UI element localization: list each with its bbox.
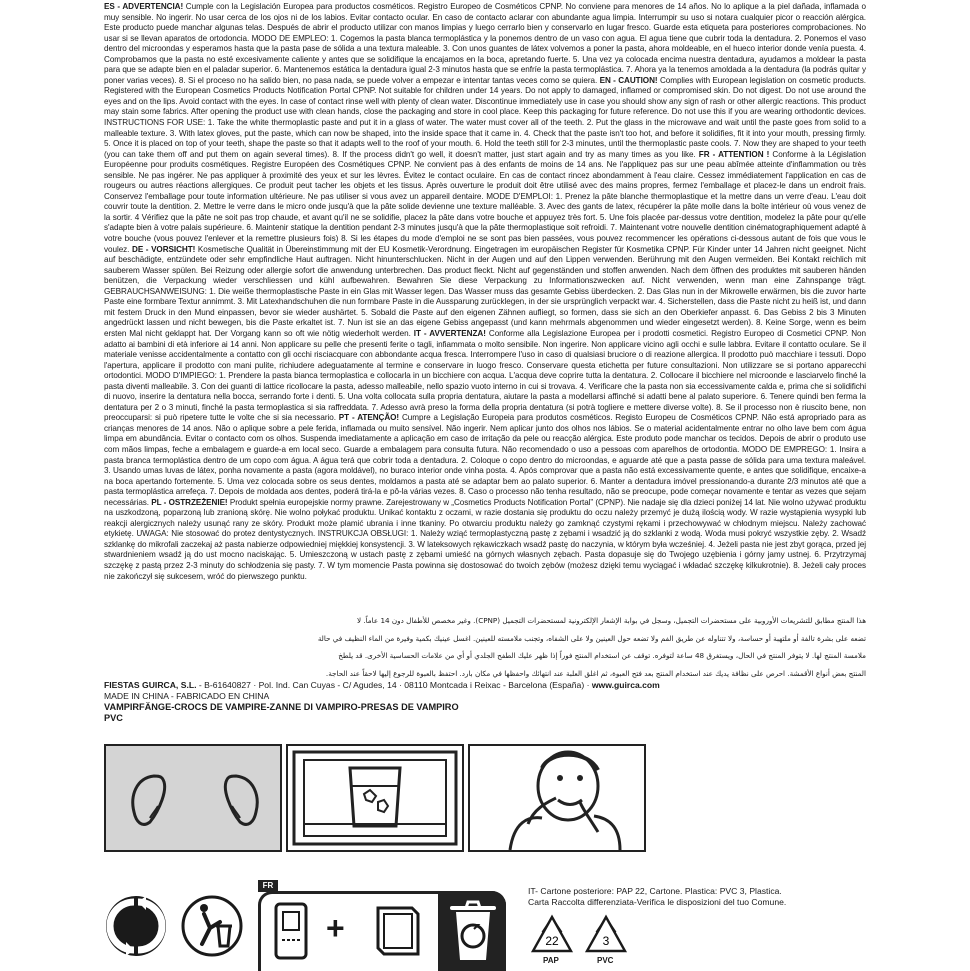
company-info — [104, 680, 866, 702]
section-es-text: Cumple con la Legislación Europea para productos cosméticos. Registro Europeo de Cosméticos CPNP. No conviene para menores de 14 años. No lo aplique a la piel dañada, inflamada o muy sensible. No ingerir. No usar cerca de los ojos ni de los labios. Evitar contacto ocular. En caso de contacto aclarar con abundante agua limpia. Interrumpir su uso si notara cualquier picor o reacción alérgica. Este producto puede manchar algunas telas. Después de abrir el producto utilizar con manos limpias y luego cerrarlo bien y conservarlo en lugar fresco. Guarde esta etiqueta para posteriores comprobaciones. No usar si se llevan aparatos de ortodoncia. MODO DE EMPLEO: 1. Cogemos la pasta blanca termoplástica y la ponemos dentro de un vaso con agua. El agua tiene que cubrir toda la dentadura. 2. Ponemos el vaso dentro del microondas y esperamos hasta que la pasta pase de sólida a una textura maleable. 3. Con unos guantes de látex volvemos a poner la pasta, ahora moldeable, en el hueco interior donde venía puesta. 4. Comprobamos que la pasta no esté excesivamente caliente y antes que se solidifique la encajamos en la boca, apretando fuerte. 5. Una vez ya colocada encima nuestra dentadura, ayudamos a moldear la pasta para que se adapte bien en el paladar superior. 6. Mantenemos estática la dentadura igual 2-3 minutos hasta que se enfríe la pasta termoplástica. 7. Ahora ya la tenemos amoldada a la dentadura (la podrás quitar y poner varias veces). 8. Si el proceso no ha salido bien, no pasa nada, se puede volver a empezar e intentar tantas veces como se quiera. — [104, 2, 866, 85]
product-title: VAMPIRFÄNGE-CROCS DE VAMPIRE-ZANNE DI VAMPIRO-PRESAS DE VAMPIRO — [104, 702, 459, 712]
carton-sleeve-icon — [272, 900, 310, 962]
section-pl-text: Produkt spełnia europejskie normy prawne. Zarejestrowany w „Cosmetics Products Notification Portal” (CPNP). Nie nadaje się dla dzieci poniżej 14 lat. Nie wolno używać produktu na uszkodzoną, poparzoną lub zranioną skórę. Nie wolno połykać produktu. Unikać kontaktu z oczami, w razie dostania się produktu do oczu należy przemyć je dużą ilością wody. W razie wystąpienia wysypki lub reakcji alergicznych należy usunąć rany ze skóry. Produkt może plamić ubrania i inne tkaniny. Po otwarciu produktu należy go zamknąć czystymi rękami i przechowywać w chłodnym miejscu. Należy zachować etykietę. UWAGA: Nie stosować do protez dentystycznych. INSTRUKCJA OBSŁUGI: 1. Należy wziąć termoplastyczną pastę z zębami i wsadzić ją do szklanki z wodą. Woda musi pokryć wszystkie zęby. 2. Wsadź szklankę do mikrofali zaczekaj aż pasta nabierze odpowiedniej miękkiej konsystencji. 3. W lateksowych rękawiczkach wsadź pastę do naczynia, w którym była wcześniej. 4. Jeżeli pasta nie jest zbyt gorąca, przed jej stwardnieniem wsadź ją do ust mocno naciskając. 5. Umieszczoną w ustach pastę z zębami umieść na górnych własnych zębach. Pasta dopasuje się do Twojego uzębienia i górny jamy ustnej. 6. Przytrzymaj szczękę z pastą przez 2-3 minuty do schłodzenia się pasty. 7. W tym momencie Pasta powinna się dostosować do twoich zębów (możesz dzięki temu wyciągać i wkładać szczękę kilkukrotnie). 8. Jeżeli cały proces nie zakończył się sukcesem, wróć do pierwszego punktu. — [104, 497, 866, 581]
recycling-bin-icon — [446, 898, 500, 964]
recycling-line-1: IT- Cartone posteriore: PAP 22, Cartone. Plastica: PVC 3, Plastica. — [528, 886, 782, 896]
step-microwave-panel — [286, 744, 464, 852]
blister-tray-icon — [368, 902, 424, 960]
section-de-text: Kosmetische Qualität in Übereinstimmung mit der EU Kosmetik-Verordnung. Eingetragen im europäischen Register für Kosmetika CPNP. Für Kinder unter 14 Jahren nicht geeignet. Nicht auf beschädigte, entzündete oder sehr empfindliche Haut auftragen. Nicht hinunterschlucken. Nicht in der Augen und auf den Lippen verwenden. Berührung mit den Augen vermeiden. Bei Kontakt reichlich mit sauberem Wasser spülen. Bei Reizung oder allergie sofort die anwendung unterbrechen. Das product fleckt. Nicht auf gegenständen und stoffen anwenden. Nach dem öffnen des produktes mit sauberen händen benützen, die Verpackung wieder verschliessen und kühl aufbewahren. Bewahren Sie diese Verpackung zu Informationszwecken auf. Nicht verwenden, wenn man eine Zahnspange trägt. GEBRAUCHSANWEISUNG: 1. Die weiße thermoplastische Paste in ein Glas mit Wasser legen. Das Wasser muss das gesamte Gebiss überdecken. 2. Das Glas nun in der Mikrowelle erwärmen, bis die zuvor harte Paste eine formbare Textur annimmt. 3. Mit Latexhandschuhen die nun formbare Paste in die Aussparung zurücklegen, in der sie ursprünglich verpackt war. 4. Sicherstellen, dass die Paste nicht zu heiß ist, und dann mit festem Druck in den Mund einpassen, bevor sie wieder aushärtet. 5. Sobald die Paste auf den eigenen Zähnen aufliegt, so formen, dass sie sich an den Oberkiefer anpasst. 6. Das Gebiss 2 bis 3 Minuten angedrückt lassen und nicht bewegen, bis die Paste erkaltet ist. 7. Nun ist sie an das eigene Gebiss angepasst (und kann mehrmals abgenommen und wieder eingesetzt werden). 8. Keine Sorge, wenn es beim ersten Mal nicht geklappt hat. Der Vorgang kann so oft wie nötig wiederholt werden. — [104, 244, 867, 338]
company-name: FIESTAS GUIRCA, S.L. — [104, 680, 197, 690]
arabic-line: هذا المنتج مطابق للتشريعات الأوروبية على مستحضرات التجميل، وسجل في بوابة الإشعار الإلكترونية لمستحضرات التجميل (CPNP). وغير مخصص للأطفال دون 14 عاماً. لا — [356, 616, 866, 625]
vampire-teeth-icon — [106, 746, 280, 850]
section-pt-text: Cumpre a Legislação Europeia para produtos cosméticos. Registo Europeu de Cosméticos CPNP. Não está apropriado para as crianças menores de 14 anos. Não o aplique sobre a pele ferida, inflamada ou muito sensível. Não ingerir. Nem aplicar junto dos olhos nos lábios. Se o material acidentalmente entrar no olho lave bem com água limpa em abundância. Evitar o contacto com os olhos. Suspenda imediatamente a aplicação em caso de irritação da pele ou reacção alérgica. Este produto pode manchar os tecidos. Depois de abrir o produto use com mãos limpas, feche a embalagem e guarde-a em local seco. Guarde a embalagem para consulta futura. Não recomendado o uso a pessoas com aparelhos de ortodontia. MODO DE EMPREGO: 1. Insira a pasta branca termoplástica dentro de um copo com água. A água terá que cobrir toda a dentadura. 2. Coloque o copo dentro do microondas, e aguarde até que a pasta passe de sólida para uma textura maleável. 3. Usando umas luvas de látex, ponha novamente a pasta (agora moldável), no buraco interior onde vinha posta. 4. Após comprovar que a pasta não está excessivamente quente, e antes que solidifique, encaixe-a na boca apertando fortemente. 5. Uma vez colocada sobre os seus dentes, moldamos a pasta até se adaptar bem ao palato superior. 6. Manter a dentadura imóvel pressionando-a durante 2/3 minutos até que a pasta termoplástica arrefeça. 7. Depois de moldada aos dentes, poderá tirá-la e pô-la várias vezes. 8. Caso o processo não tenha resultado, não se preocupe, pode começar novamente e tentar as vezes que sejam necessárias. — [104, 413, 867, 507]
section-de-code: DE - VORSICHT! — [132, 244, 196, 254]
section-en-text: Complies with European legislation on cosmetic products. Registered with the European Cosmetics Products Notification Portal CPNP. Not suitable for children under 14 years. Do not apply to damaged, inflamed or compromised skin. Do not digest. Do not use around the eyes and on the lips. Avoid contact with the eyes. In case of contact rinse well with plenty of clean water. Discontinue immediately use in case you should show any sign of rash or other allergic reactions. This product may stain some fabrics. After opening the product use with clean hands, close the packaging and store in cool place. Keep this packaging for future reference. Do not use this if you are wearing orthodontic devices. INSTRUCTIONS FOR USE: 1. Take the white thermoplastic paste and put it in a glass of water. The water must cover all of the teeth. 2. Put the glass in the microwave and wait until the paste goes from solid to a malleable texture. 3. With latex gloves, put the paste, which can now be shaped, into the inside space that it came in. 4. Check that the paste isn't too hot, and before it solidifies, fit it into your mouth, pressing firmly. 5. Once it is placed on top of your teeth, shape the paste so that it adapts well to the roof of your mouth. 6. Hold the teeth still for 2-3 minutes, until the thermoplastic paste cools. 7. Now they are shaped to your teeth (you can take them off and put them on again several times). 8. If the process didn't go well, it doesn't matter, just start again and try as many times as you like. — [104, 75, 866, 159]
section-pt-code: PT - ATENÇÃO! — [338, 413, 400, 423]
company-address: - B-61640827 · Pol. Ind. Can Cuyas - C/ Agudes, 14 · 08110 Montcada i Reixac - Barcelona (España) · — [196, 680, 592, 690]
arabic-line: ملامسة المنتج لها. لا يتوفر المنتج في الحال، ويستغرق 48 ساعة لتوفره. توقف عن استخدام المنتج فوراً إذا ظهر عليك الطفح الجلدي أو أي من علامات الحساسية الأخرى. قد يلطخ — [338, 651, 866, 660]
pap-recycle-triangle-icon — [530, 914, 574, 954]
section-fr-code: FR - ATTENTION ! — [698, 149, 770, 159]
recycling-info — [528, 886, 858, 908]
made-in-label: MADE IN CHINA - FABRICADO EN CHINA — [104, 691, 270, 701]
material-label: PVC — [104, 713, 123, 723]
green-dot-icon — [104, 894, 168, 958]
recycling-line-2: Carta Raccolta differenziata-Verifica le disposizioni del tuo Comune. — [528, 897, 787, 907]
fr-badge: FR — [258, 880, 278, 892]
section-en-code: EN - CAUTION! — [599, 75, 658, 85]
pvc-code-text: 3 — [602, 934, 610, 948]
pvc-label: PVC — [597, 956, 614, 965]
tidyman-icon — [180, 894, 246, 958]
microwave-glass-icon — [288, 746, 462, 850]
section-fr-text: Conforme à la Législation Européenne pour produits cosmétiques. Registre Européen des Cosmétiques CPNP. Ne convient pas à des enfants de moins de 14 ans. Ne l'appliquez pas sur une peau abîmée atteinte d'inflammation ou très sensible. Ne pas ingérer. Ne pas appliquer à proximité des yeux et sur les lèvres. Évitez le contact oculaire. En cas de contact rincez abondamment à l'eau claire. Cessez immédiatement l'application en cas de rougeurs ou autres réactions allergiques. Ce produit peut tacher les objets et les tissus. Après ouverture le produit doit être utilisé avec des mains propres, fermez l'emballage et placez-le dans un endroit frais. Conservez l'emballage pour toute information ultérieure. Ne pas utiliser si vous avez un appareil dentaire. MODE D'EMPLOI: 1. Prenez la pâte blanche thermoplastique et la mettre dans un verre d'eau. L'eau doit couvrir toute la dentition. 2. Mettre le verre dans le micro onde jusqu'à que la pâte solide devienne une texture malléable. 3. Avec des gants de latex, récupérer la pâte molle dans la boîte intérieur où vous venez de la sortir. 4 Vérifiez que la pâte ne soit pas trop chaude, et avant qu'il ne se solidifie, placez la pâte dans votre bouche et appuyez très fort. 5. Une fois placée par-dessus votre dentition, modelez la pâte pour qu'elle s'adapte bien à votre palais supérieure. 6. Maintenir statique la dentition pendant 2-3 minutes jusqu'à que la pâte thermoplastique soit refroidi. 7. Maintenant votre nouvelle dentition cinématographiquement adapté à votre bouche (vous pouvez l'enlever et la remettre plusieurs fois) 8. Si les étapes du mode d'emploi ne se sont pas bien passées, vous pouvez recommencer les opérations ci-dessous autant de fois que vous le voulez. — [104, 149, 866, 254]
safety-text-block — [104, 2, 866, 582]
section-pl-code: PL - OSTRZEŻENIE! — [151, 497, 228, 507]
pap-code-text: 22 — [545, 934, 559, 948]
step-teeth-panel — [104, 744, 282, 852]
pvc-recycle-triangle-icon — [584, 914, 628, 954]
arabic-text-block — [104, 612, 866, 682]
arabic-line: تضعه على بشرة تالفة أو ملتهبة أو حساسة، ولا تتناوله عن طريق الفم ولا تضعه حول العينين ولا على الشفاه، وتجنب ملامسته للعينين. اغسل عينيك بكمية وفيرة من الماء النظيف في حالة — [317, 633, 866, 643]
section-it-code: IT - AVVERTENZA! — [413, 328, 486, 338]
section-es-code: ES - ADVERTENCIA! — [104, 2, 184, 11]
pap-label: PAP — [543, 956, 559, 965]
company-url: www.guirca.com — [591, 680, 660, 690]
person-wearing-teeth-icon — [470, 746, 644, 850]
plus-sign: + — [326, 910, 345, 946]
arabic-line: المنتج بعض أنواع الأقمشة. احرص على نظافة يديك عند استخدام المنتج بعد فتح العبوة، ثم اغلق العلبة عند انتهائك واحفظها في مكان بارد. احتفظ بالعبوة للرجوع إليها لاحقاً عند الحاجة. — [325, 668, 866, 678]
step-wearing-panel — [468, 744, 646, 852]
section-it-text: Conforme alla Legislazione Europea per i prodotti cosmetici. Registro Europeo di Cosmetici CPNP. Non adatto ai bambini di età inferiore ai 14 anni. Non applicare su pelle che presenti ferite o tagli, infiammata o molto sensibile. Non ingerire. Non applicare vicino agli occhi e sulle labbra. Evitare il contatto oculare. Se il materiale venisse accidentalmente a contatto con gli occhi risciacquare con abbondante acqua fresca. Interrompere l'uso in caso di qualsiasi bruciore o di reazione allergica. Il prodotto può macchiare i tessuti. Dopo l'apertura, applicare il prodotto con mani pulite, richiudere adeguatamente al termine e conservare in luogo fresco. Conservare questa etichetta per future consultazioni. Non utilizzare se si portano apparecchi ortodontici. MODO D'IMPIEGO: 1. Prendere la pasta bianca termoplastica e collocarla in un bicchiere con acqua. L'acqua deve coprire tutta la dentatura. 2. Collocare il bicchiere nel microonde e lasciarvelo finché la pasta diventi malleabile. 3. Con dei guanti di lattice ricollocare la pasta, adesso malleabile, nello spazio vuoto interno in cui si trovava. 4. Verificare che la pasta non sia eccessivamente calda e, prima che si solidifichi di nuovo, inserire la dentatura nella bocca, serrando forte i denti. 5. Una volta collocata sulla propria dentatura, aiutare la pasta a modellarsi affinché si adatti bene al palato superiore. 6. Tenere quindi ben ferma la dentatura per 2 o 3 minuti, finché la pasta termoplastica si sia raffreddata. 7. Adesso avrà preso la forma della propria dentatura (si potrà togliere e mettere diverse volte). 8. Se il processo non è riuscito bene, non preoccuparsi: si può ripetere tutte le volte che si sia necessario. — [104, 328, 866, 423]
